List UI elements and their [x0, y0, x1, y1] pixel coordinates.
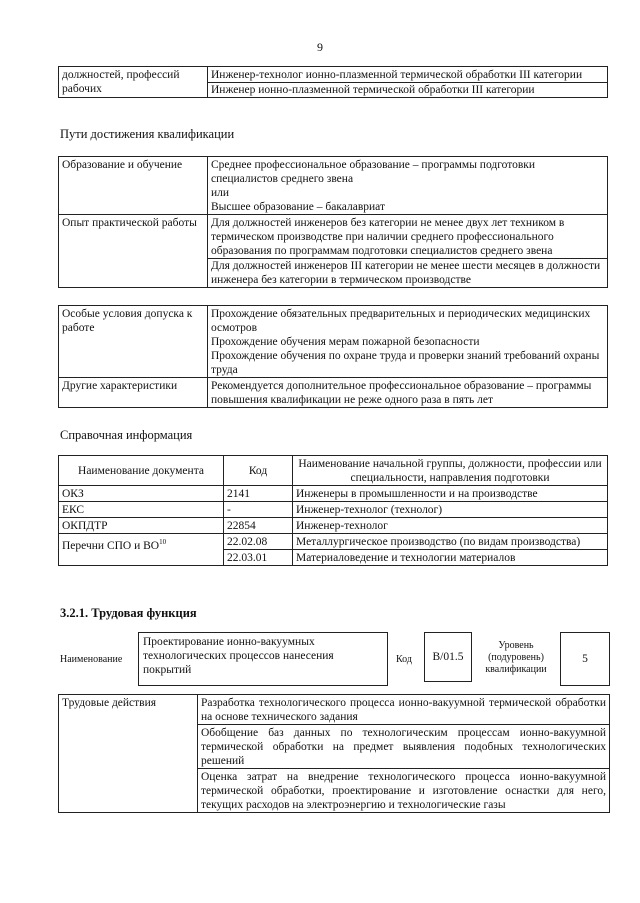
- table-row: [59, 306, 608, 378]
- cell-name: Инженеры в промышленности и на производстве: [293, 486, 608, 502]
- action-item: Оценка затрат на внедрение технологического процесса ионно-вакуумной термической обработки, проектирование и изготовление оснастки для него, текущих расходов на электроэнергию и технологические газы: [198, 769, 610, 813]
- row-text: Прохождение обязательных предварительных и периодических медицинских осмотров: [211, 308, 591, 334]
- table-header-row: [59, 456, 608, 486]
- cell-code: 22.02.08: [224, 534, 293, 550]
- function-heading: 3.2.1. Трудовая функция: [60, 606, 197, 620]
- row-label: Особые условия допуска к работе: [59, 306, 208, 378]
- table-row: [59, 486, 608, 502]
- doc-text: Перечни СПО и ВО: [62, 539, 160, 552]
- row-label: Образование и обучение: [59, 157, 208, 215]
- reference-heading: Справочная информация: [60, 428, 193, 442]
- cell-name: Металлургическое производство (по видам производства): [293, 534, 608, 550]
- cell-name: Инженер-технолог (технолог): [293, 502, 608, 518]
- cell-code: 22854: [224, 518, 293, 534]
- top-table-label: должностей, профессий рабочих: [59, 67, 208, 98]
- cell-doc: ОКЗ: [59, 486, 224, 502]
- header-code: Код: [224, 456, 293, 486]
- cell-code: 22.03.01: [224, 550, 293, 566]
- row-text: Высшее образование – бакалавриат: [211, 201, 385, 213]
- row-label: Опыт практической работы: [59, 215, 208, 288]
- row-text: Рекомендуется дополнительное профессиональное образование – программы повышения квалификации не реже одного раза в пять лет: [208, 378, 608, 408]
- action-item: Разработка технологического процесса ионно-вакуумной термической обработки на основе технического задания: [198, 695, 610, 725]
- table-row: [59, 534, 608, 550]
- table-row: [59, 378, 608, 408]
- cell-name: Инженер-технолог: [293, 518, 608, 534]
- table-row: [59, 502, 608, 518]
- level-label: Уровень (подуровень) квалификации: [485, 640, 547, 675]
- reference-table: [58, 455, 608, 566]
- cell-doc: [59, 534, 224, 566]
- cell-code: 2141: [224, 486, 293, 502]
- qualification-table: [58, 156, 608, 288]
- top-table-line: Инженер-технолог ионно-плазменной термической обработки III категории: [208, 68, 607, 83]
- table-row: [59, 518, 608, 534]
- row-text: Среднее профессиональное образование – программы подготовки специалистов среднего звена: [211, 159, 536, 185]
- actions-table: [58, 694, 610, 813]
- cell-doc: ЕКС: [59, 502, 224, 518]
- code-label: Код: [396, 654, 412, 665]
- row-text: Для должностей инженеров без категории не менее двух лет техником в термическом производстве при наличии среднего профессионального образования по программам подготовки специалистов среднего звена: [208, 216, 607, 259]
- name-label: Наименование: [60, 654, 123, 665]
- table-row: [59, 695, 610, 725]
- qualification-heading: Пути достижения квалификации: [60, 127, 235, 141]
- row-text: Для должностей инженеров III категории не менее шести месяцев в должности инженера без категории в термическом производстве: [211, 260, 601, 286]
- table-row: [59, 157, 608, 215]
- top-table: [58, 66, 608, 98]
- header-name: Наименование начальной группы, должности, профессии или специальности, направления подготовки: [293, 456, 608, 486]
- top-table-line: Инженер ионно-плазменной термической обработки III категории: [211, 84, 535, 96]
- header-doc: Наименование документа: [59, 456, 224, 486]
- row-text: Прохождение обучения мерам пожарной безопасности: [211, 336, 480, 348]
- row-label: Другие характеристики: [59, 378, 208, 408]
- row-text: Прохождение обучения по охране труда и проверки знаний требований охраны труда: [211, 350, 600, 376]
- function-code: B/01.5: [424, 632, 472, 682]
- page-number: 9: [317, 40, 323, 54]
- function-level: 5: [560, 632, 610, 686]
- conditions-table: [58, 305, 608, 408]
- table-row: [59, 215, 608, 288]
- cell-doc: ОКПДТР: [59, 518, 224, 534]
- cell-code: -: [224, 502, 293, 518]
- row-text: или: [211, 187, 230, 199]
- footnote-ref: 10: [159, 538, 167, 546]
- actions-label: Трудовые действия: [59, 695, 198, 813]
- action-item: Обобщение баз данных по технологическим процессам ионно-вакуумной термической обработки на предмет выявления подобных технологических решений: [198, 725, 610, 769]
- function-name: Проектирование ионно-вакуумных технологических процессов нанесения покрытий: [138, 632, 388, 686]
- cell-name: Материаловедение и технологии материалов: [293, 550, 608, 566]
